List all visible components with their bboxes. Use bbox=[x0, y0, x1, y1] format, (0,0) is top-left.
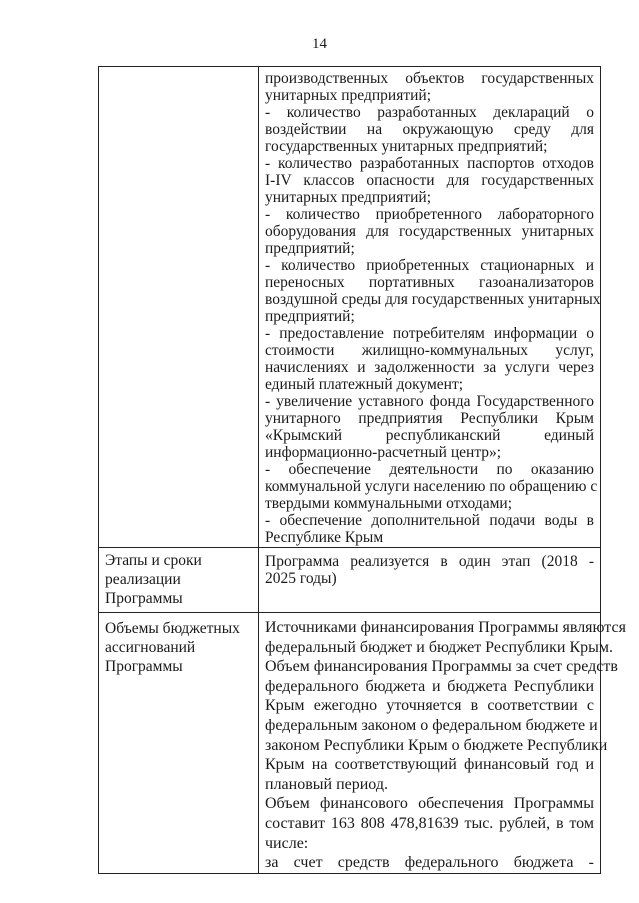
text-line: Объем финансового обеспечения Программы bbox=[265, 795, 594, 813]
label-line: Программы bbox=[105, 658, 183, 675]
text-line: составит 163 808 478,81639 тыс. рублей, в том bbox=[265, 814, 594, 832]
text-line: твердыми коммунальными отходами; bbox=[265, 495, 513, 512]
text-line: 2025 годы) bbox=[265, 570, 337, 587]
text-line: предприятий; bbox=[265, 308, 355, 325]
text-line: Программа реализуется в один этап (2018 - bbox=[265, 553, 594, 570]
text-line: Республике Крым bbox=[265, 529, 384, 546]
program-passport-table bbox=[98, 66, 626, 874]
text-line: федеральным законом о федеральном бюджете и bbox=[265, 716, 598, 734]
text-line: информационно-расчетный центр»; bbox=[265, 444, 502, 461]
text-line: - обеспечение дополнительной подачи воды в bbox=[265, 512, 594, 529]
table-row-stages bbox=[99, 548, 601, 613]
table-row-indicators bbox=[99, 67, 601, 548]
text-line: законом Республики Крым о бюджете Республики bbox=[265, 736, 608, 754]
row-label-budget bbox=[99, 613, 259, 874]
text-line: - количество разработанных деклараций о bbox=[265, 104, 594, 121]
text-line: коммунальной услуги населению по обращению с bbox=[265, 478, 598, 495]
text-line: федерального бюджета и бюджета Республики bbox=[265, 677, 594, 695]
stages-content bbox=[259, 548, 601, 613]
text-line: стоимости жилищно-коммунальных услуг, bbox=[265, 342, 594, 359]
text-line: оборудования для государственных унитарных bbox=[265, 223, 594, 240]
text-line: - увеличение уставного фонда Государственного bbox=[265, 393, 594, 410]
text-line: «Крымский республиканский единый bbox=[265, 427, 594, 444]
page-number: 14 bbox=[312, 36, 327, 52]
text-line: начислениях и задолженности за услуги через bbox=[265, 359, 594, 376]
text-line: I-IV классов опасности для государственных bbox=[265, 172, 594, 189]
text-line: - количество разработанных паспортов отходов bbox=[265, 155, 594, 172]
text-line: Объем финансирования Программы за счет средств bbox=[265, 658, 618, 676]
label-line: Этапы и сроки bbox=[105, 552, 202, 569]
label-line: Программы bbox=[105, 590, 183, 607]
text-line: унитарных предприятий; bbox=[265, 189, 432, 206]
text-line: - количество приобретенных стационарных и bbox=[265, 257, 594, 274]
text-line: государственных унитарных предприятий; bbox=[265, 138, 548, 155]
text-line: плановый период. bbox=[265, 775, 388, 793]
label-line: ассигнований bbox=[105, 639, 196, 656]
text-line: предприятий; bbox=[265, 240, 355, 257]
text-line: - обеспечение деятельности по оказанию bbox=[265, 461, 594, 478]
text-line: производственных объектов государственных bbox=[265, 70, 594, 87]
text-line: единый платежный документ; bbox=[265, 376, 464, 393]
text-line: воздушной среды для государственных унитарных bbox=[265, 291, 601, 308]
text-line: числе: bbox=[265, 834, 309, 852]
text-line: воздействии на окружающую среду для bbox=[265, 121, 594, 138]
text-line: Крым на соответствующий финансовый год и bbox=[265, 756, 594, 774]
text-line: за счет средств федерального бюджета - bbox=[265, 854, 594, 872]
text-line: Источниками финансирования Программы являются bbox=[265, 619, 626, 636]
text-line: переносных портативных газоанализаторов bbox=[265, 274, 594, 291]
row-label-stages bbox=[99, 548, 259, 613]
text-line: унитарных предприятий; bbox=[265, 87, 432, 104]
budget-content bbox=[259, 613, 626, 874]
text-line: - количество приобретенного лабораторного bbox=[265, 206, 594, 223]
text-line: Крым ежегодно уточняется в соответствии с bbox=[265, 697, 594, 715]
text-line: - предоставление потребителям информации о bbox=[265, 325, 594, 342]
text-line: унитарного предприятия Республики Крым bbox=[265, 410, 594, 427]
row-label-empty bbox=[99, 67, 259, 548]
label-line: Объемы бюджетных bbox=[105, 620, 240, 637]
label-line: реализации bbox=[105, 571, 181, 588]
text-line: федеральный бюджет и бюджет Республики Крым. bbox=[265, 638, 613, 656]
table-row-budget bbox=[99, 613, 601, 874]
indicators-content bbox=[259, 67, 601, 548]
